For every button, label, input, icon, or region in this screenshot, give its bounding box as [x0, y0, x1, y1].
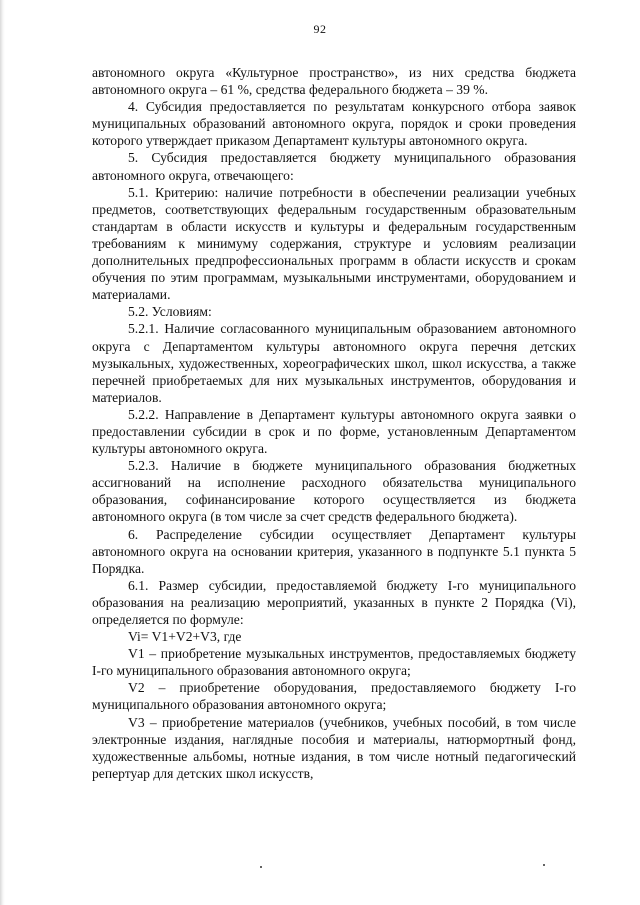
paragraph-5-2: 5.2. Условиям:: [128, 304, 212, 320]
scan-speck: [543, 864, 545, 866]
formula-v1-definition: V1 – приобретение музыкальных инструментов, предоставляемых бюджету I-го муниципального образования автономного округа;: [92, 646, 576, 679]
document-body: [92, 64, 576, 782]
paragraph-5-2-1: 5.2.1. Наличие согласованного муниципальным образованием автономного округа с Департаментом культуры автономного округа перечня детских музыкальных, художественных, хореографических школ, школ искусства, а также перечней приобретаемых для них музыкальных инструментов, оборудования и материалов.: [92, 321, 576, 405]
formula-v3-definition: V3 – приобретение материалов (учебников, учебных пособий, в том числе электронные издания, наглядные пособия и материалы, натюрмортный фонд, художественные альбомы, нотные издания, в том числе нотный педагогический репертуар для детских школ искусств,: [92, 714, 576, 781]
page-number: 92: [313, 22, 327, 36]
paragraph-5-2-3: 5.2.3. Наличие в бюджете муниципального образования бюджетных ассигнований на исполнение расходного обязательства муниципального образования, софинансирование которого осуществляется из бюджета автономного округа (в том числе за счет средств федерального бюджета).: [92, 458, 576, 525]
paragraph-5-1: 5.1. Критерию: наличие потребности в обеспечении реализации учебных предметов, соответствующих федеральным государственным образовательным стандартам в области искусств и культуры и федеральным государственным требованиям к минимуму содержания, структуре и условиям реализации дополнительных предпрофессиональных программ в области искусств и срокам обучения по этим программам, музыкальными инструментами, оборудованием и материалами.: [92, 184, 576, 303]
paragraph-continuation: автономного округа «Культурное пространство», из них средства бюджета автономного округа – 61 %, средства федерального бюджета – 39 %.: [92, 65, 576, 98]
paragraph-4: 4. Субсидия предоставляется по результатам конкурсного отбора заявок муниципальных образований автономного округа, порядок и сроки проведения которого утверждает приказом Департамент культуры автономного округа.: [92, 99, 576, 149]
scan-edge: [0, 0, 5, 905]
formula-line: Vi= V1+V2+V3, где: [128, 629, 242, 645]
scan-speck: [260, 866, 262, 868]
paragraph-6: 6. Распределение субсидии осуществляет Департамент культуры автономного округа на основании критерия, указанного в подпункте 5.1 пункта 5 Порядка.: [92, 526, 576, 576]
paragraph-5: 5. Субсидия предоставляется бюджету муниципального образования автономного округа, отвечающего:: [92, 150, 576, 183]
paragraph-5-2-2: 5.2.2. Направление в Департамент культуры автономного округа заявки о предоставлении субсидии в срок и по форме, установленным Департаментом культуры автономного округа.: [92, 406, 576, 457]
formula-v2-definition: V2 – приобретение оборудования, предоставляемого бюджету I-го муниципального образования автономного округа;: [92, 680, 576, 713]
paragraph-6-1: 6.1. Размер субсидии, предоставляемой бюджету I-го муниципального образования на реализацию мероприятий, указанных в пункте 2 Порядка (Vi), определяется по формуле:: [92, 577, 576, 627]
